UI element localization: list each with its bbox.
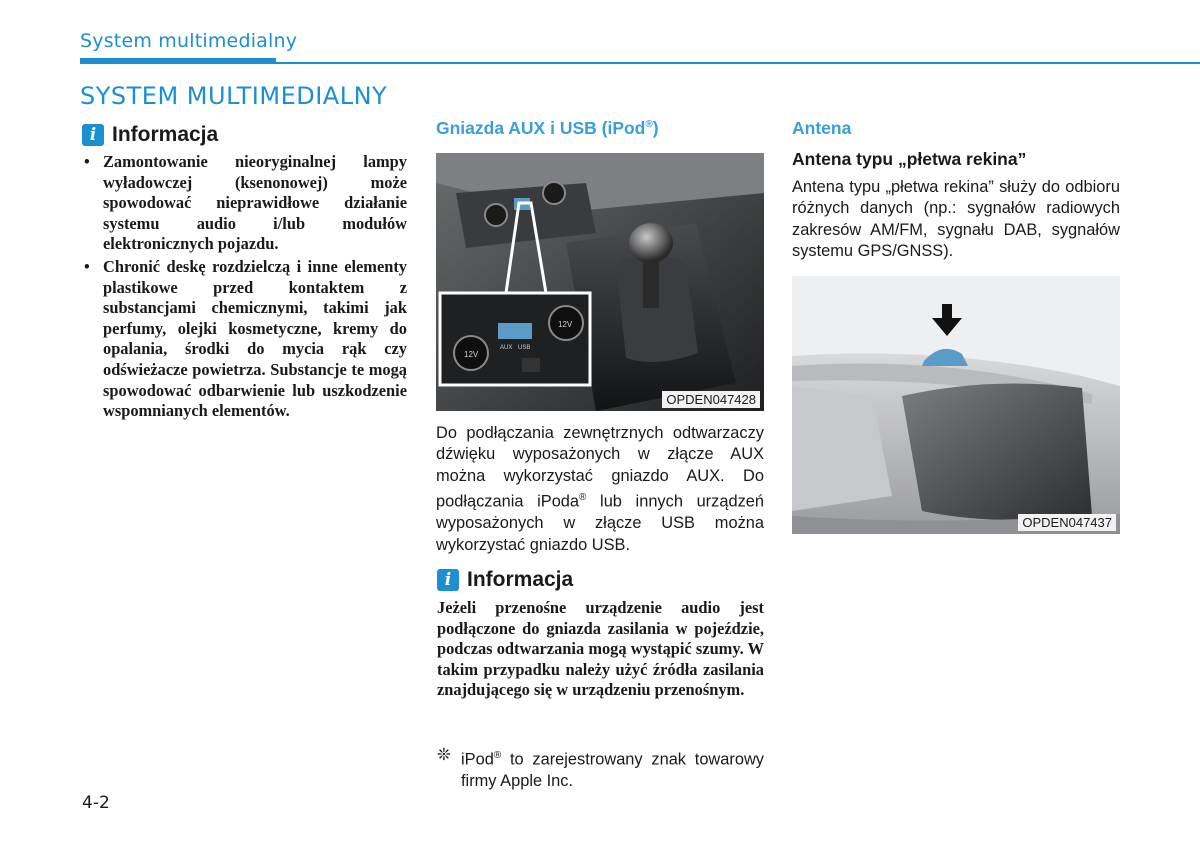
- aux-port-label: AUX: [500, 345, 513, 351]
- aux-usb-heading-text: Gniazda AUX i USB (iPod: [436, 118, 646, 138]
- info-bullet-list: [84, 152, 407, 424]
- info-label: Informacja: [112, 123, 219, 146]
- info-label: Informacja: [467, 568, 574, 591]
- header-rule: [80, 62, 1200, 64]
- note-text-b: to zarejestrowany znak towarowy firmy Apple Inc.: [461, 750, 764, 790]
- note-text-a: iPod: [461, 750, 494, 769]
- header-title: System multimedialny: [80, 30, 298, 52]
- bullet-dot: •: [84, 152, 90, 171]
- list-item: [84, 152, 407, 255]
- aux-usb-heading: [436, 118, 659, 139]
- bullet-text: Chronić deskę rozdzielczą i inne elementy plastikowe przed kontaktem z substancjami chemicznymi, takimi jak perfumy, olejki kosmetyczne, kremy do opalania, środki do mycia rąk czy odświeżacze powietrza. Substancje te mogą spowodować odbarwienie lub uszkodzenie wspomnianych elementów.: [103, 256, 407, 421]
- antenna-heading: Antena: [792, 118, 852, 138]
- info-icon: i: [82, 124, 104, 146]
- center-console-illustration: [436, 153, 764, 411]
- usb-port-label: USB: [518, 345, 531, 351]
- figure-code: OPDEN047428: [662, 391, 760, 408]
- registered-mark: ®: [579, 492, 587, 504]
- figure-code: OPDEN047437: [1018, 514, 1116, 531]
- trademark-note: [437, 745, 764, 792]
- info-heading: [437, 568, 573, 592]
- registered-mark: ®: [645, 119, 653, 131]
- aux-usb-text-b: lub innych urządzeń wyposażonych w złącze USB można wykorzystać gniazdo USB.: [436, 492, 764, 554]
- antenna-figure: [792, 276, 1120, 534]
- bullet-dot: •: [84, 256, 90, 276]
- antenna-description: Antena typu „płetwa rekina” służy do odbioru różnych danych (np.: sygnałów radiowych zakresów AM/FM, sygnału DAB, sygnałów systemu GPS/GNSS).: [792, 178, 1120, 261]
- aux-usb-figure: [436, 153, 764, 411]
- aux-usb-text-a: Do podłączania zewnętrznych odtwarzaczy dźwięku wyposażonych w złącze AUX można wykorzystać gniazdo AUX. Do podłączania iPoda: [436, 424, 764, 511]
- v12-right-label: 12V: [558, 320, 573, 329]
- v12-left-label: 12V: [464, 350, 479, 359]
- aux-usb-description: [436, 423, 764, 556]
- note-symbol: ❊: [437, 746, 451, 764]
- info-text: Jeżeli przenośne urządzenie audio jest podłączone do gniazda zasilania w pojeździe, podczas odtwarzania mogą wystąpić szumy. W takim przypadku należy użyć źródła zasilania znajdującego się w urządzeniu przenośnym.: [437, 598, 764, 700]
- page-number: 4-2: [82, 793, 110, 813]
- registered-mark: ®: [493, 750, 502, 761]
- car-roof-illustration: [792, 276, 1120, 534]
- list-item: [84, 257, 407, 422]
- bullet-text: Zamontowanie nieoryginalnej lampy wyładowczej (ksenonowej) może spowodować nieprawidłowe działanie systemu audio i/lub modułów elektronicznych pojazdu.: [103, 152, 407, 254]
- antenna-subheading: Antena typu „płetwa rekina”: [792, 149, 1027, 169]
- aux-usb-heading-close: ): [652, 118, 659, 138]
- info-icon: i: [437, 569, 459, 591]
- section-title: SYSTEM MULTIMEDIALNY: [80, 82, 388, 110]
- info-heading: [82, 123, 218, 147]
